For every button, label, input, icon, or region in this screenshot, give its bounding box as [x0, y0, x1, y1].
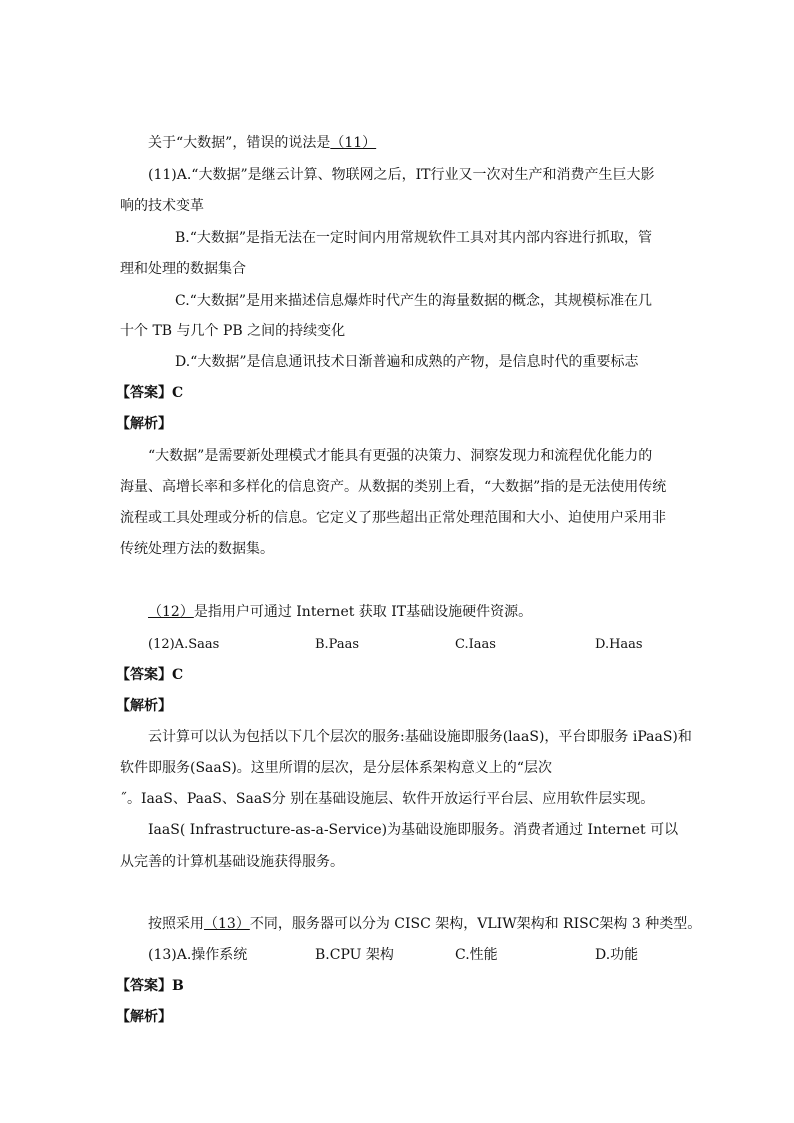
q12-analysis-line: 从完善的计算机基础设施获得服务。: [120, 854, 344, 870]
q11-analysis-line: 传统处理方法的数据集。: [120, 541, 274, 557]
q11-option-c-cont: 十个 TB 与几个 PB 之间的持续变化: [120, 323, 346, 339]
q13-option-b: B.CPU 架构: [315, 947, 394, 963]
q11-option-c: C.“大数据”是用来描述信息爆炸时代产生的海量数据的概念，其规模标准在几: [175, 293, 652, 309]
q11-answer: 【答案】C: [116, 385, 184, 401]
q12-analysis-line: 云计算可以认为包括以下几个层次的服务:基础设施即服务(laaS)，平台即服务 iPaaS)和: [148, 729, 692, 745]
q13-option-d: D.功能: [595, 947, 639, 963]
q12-option-a: (12)A.Saas: [148, 637, 220, 652]
q12-option-b: B.Paas: [315, 637, 360, 652]
q11-stem-text: 关于“大数据”，错误的说法是: [148, 135, 331, 151]
q11-blank: （11）: [330, 135, 377, 151]
q11-option-a: (11)A.“大数据”是继云计算、物联网之后，IT行业又一次对生产和消费产生巨大影: [148, 167, 655, 183]
q12-option-c: C.Iaas: [455, 637, 496, 652]
q12-answer: 【答案】C: [116, 667, 184, 683]
q11-option-b-cont: 理和处理的数据集合: [120, 261, 246, 277]
q13-stem-text: 按照采用: [148, 916, 204, 932]
q11-analysis-label: 【解析】: [116, 416, 172, 432]
q11-analysis-line: 海量、高增长率和多样化的信息资产。从数据的类别上看，“大数据”指的是无法使用传统: [120, 479, 667, 495]
q12-blank: （12）: [148, 604, 194, 620]
q11-option-a-cont: 响的技术变革: [120, 198, 204, 214]
q11-analysis-line: “大数据”是需要新处理模式才能具有更强的决策力、洞察发现力和流程优化能力的: [148, 448, 653, 464]
q12-analysis-line: ˝。IaaS、PaaS、SaaS分 别在基础设施层、软件开放运行平台层、应用软件层实现。: [120, 791, 655, 807]
q13-blank: （13）: [204, 916, 250, 932]
q13-option-c: C.性能: [455, 947, 498, 963]
q11-stem: [148, 134, 376, 152]
q13-option-a: (13)A.操作系统: [148, 947, 248, 963]
q12-analysis-line: IaaS( Infrastructure-as-a-Service)为基础设施即服务。消费者通过 Internet 可以: [148, 822, 679, 838]
q12-stem: [148, 603, 532, 621]
q12-analysis-line: 软件即服务(SaaS)。这里所谓的层次，是分层体系架构意义上的“层次: [120, 760, 552, 776]
q12-stem-text: 是指用户可通过 Internet 获取 IT基础设施硬件资源。: [193, 604, 533, 620]
q12-option-d: D.Haas: [595, 637, 643, 652]
q13-analysis-label: 【解析】: [116, 1009, 172, 1025]
q11-option-b: B.“大数据”是指无法在一定时间内用常规软件工具对其内部内容进行抓取，管: [175, 230, 653, 246]
q13-stem-text-end: 不同，服务器可以分为 CISC 架构，VLIW架构和 RISC架构 3 种类型。: [249, 916, 702, 932]
q11-analysis-line: 流程或工具处理或分析的信息。它定义了那些超出正常处理范围和大小、迫使用户采用非: [120, 510, 666, 526]
q13-stem: [148, 915, 701, 933]
q13-answer: 【答案】B: [116, 978, 184, 994]
q12-analysis-label: 【解析】: [116, 698, 172, 714]
q11-option-d: D.“大数据”是信息通讯技术日渐普遍和成熟的产物，是信息时代的重要标志: [175, 354, 639, 370]
